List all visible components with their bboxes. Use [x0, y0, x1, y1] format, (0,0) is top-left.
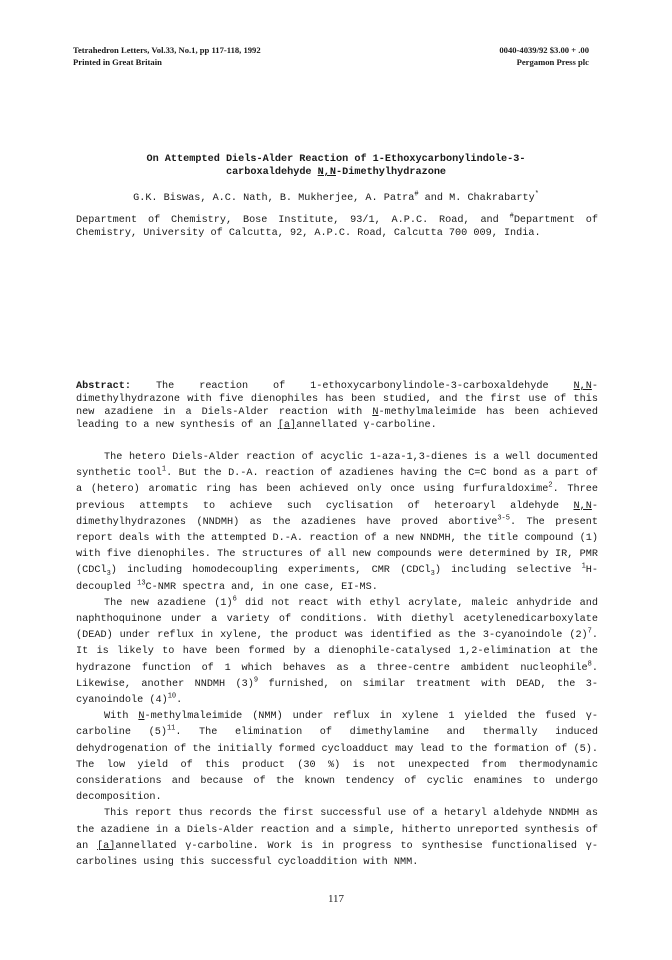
- text-run: This report thus records the first successful use of a hetaryl aldehyde NNDMH as the azadiene in a Diels-Alder reaction and a simple, hitherto unreported synthesis of an: [76, 808, 598, 852]
- reference-mark: 6: [232, 595, 237, 604]
- subscript: 3: [106, 570, 111, 579]
- abstract-label: Abstract:: [76, 381, 132, 392]
- text-run: -dimethylhydrazones (NNDMH) as the azadienes have proved abortive: [76, 500, 598, 528]
- title-underlined: N,N: [317, 167, 336, 178]
- reference-mark: 1: [161, 465, 167, 474]
- text-run: . It is likely to have been formed by a dienophile-catalysed 1,2-elimination at the hydrazone function of 1 which behaves as a three-centre ambident nucleophile: [76, 630, 598, 674]
- text-run: furnished, on similar treatment with DEAD, the 3-cyanoindole (4): [76, 678, 598, 707]
- text-run: . The present report deals with the attempted D.-A. reaction of a new NNDMH, the title compound (1) with five dienophiles. The structures of all new compounds were determined by IR, PMR (CDCl: [76, 516, 598, 577]
- abstract-underlined: [a]: [277, 420, 297, 431]
- reference-mark: 3-5: [497, 514, 510, 523]
- text-run: . Three previous attempts to achieve such cyclisation of heteroaryl aldehyde: [76, 484, 598, 512]
- article-body: [76, 450, 598, 871]
- paragraph: [76, 709, 598, 806]
- author-last: and M. Chakrabarty: [418, 193, 535, 204]
- reference-mark: 8: [587, 660, 592, 669]
- page-number: 117: [327, 893, 345, 905]
- underlined-text: [a]: [97, 840, 116, 852]
- text-run: did not react with ethyl acrylate, maleic anhydride and naphthoquinone under a variety of conditions. With diethyl acetylenedicarboxylate (DEAD) under reflux in xylene, the product was identified as the 3-cyanoindole (2): [76, 597, 598, 642]
- abstract: [76, 380, 598, 432]
- paragraph: [76, 596, 598, 709]
- affiliation-mark: #: [509, 212, 514, 221]
- title-line-1: On Attempted Diels-Alder Reaction of 1-Ethoxycarbonylindole-3-: [146, 154, 526, 165]
- text-run: C-NMR spectra and, in one case, EI-MS.: [145, 581, 378, 593]
- code-line: 0040-4039/92 $3.00 + .00: [499, 45, 589, 55]
- abstract-underlined: N: [372, 407, 379, 418]
- text-run: -methylmaleimide (NMM) under reflux in xylene 1 yielded the fused γ-carboline (5): [76, 711, 599, 739]
- author-names: G.K. Biswas, A.C. Nath, B. Mukherjee, A. Patra: [133, 193, 415, 204]
- underlined-text: N: [138, 711, 145, 723]
- corresponding-mark: *: [534, 190, 539, 199]
- affiliation: [76, 214, 598, 240]
- underlined-text: N,N: [573, 500, 592, 512]
- text-run: . The elimination of dimethylamine and thermally induced dehydrogenation of the initially formed cycloadduct may lead to the formation of (5). The low yield of this product (30 %) is not unexpected from thermodynamic considerations and because of the known tendency of cyclic enamines to undergo decomposition.: [76, 727, 598, 804]
- text-run: . But the D.-A. reaction of azadienes having the C=C bond as a part of a (hetero) aromatic ring has been achieved only once using furfuraldoxime: [76, 468, 598, 496]
- reference-mark: 9: [253, 676, 259, 685]
- title-part: -Dimethylhydrazone: [336, 167, 447, 178]
- reference-mark: 2: [548, 482, 553, 491]
- text-run: H-decoupled: [76, 565, 599, 593]
- reference-mark: 7: [587, 627, 592, 636]
- text-run: ) including selective: [434, 565, 582, 577]
- journal-line: Tetrahedron Letters, Vol.33, No.1, pp 117-118, 1992: [73, 45, 261, 55]
- author-mark: #: [414, 190, 419, 199]
- text-run: annellated γ-carboline. Work is in progress to synthesise functionalised γ-carbolines using this successful cycloaddition with NMM.: [76, 840, 599, 869]
- printed-line: Printed in Great Britain: [73, 57, 162, 67]
- affiliation-part: Department of Chemistry, Bose Institute, 93/1, A.P.C. Road, and: [76, 215, 510, 226]
- author-list: [73, 192, 599, 205]
- text-run: . Likewise, another NNDMH (3): [76, 662, 598, 690]
- paragraph: [76, 806, 598, 871]
- subscript: 3: [430, 570, 435, 579]
- journal-citation: [73, 44, 261, 68]
- abstract-underlined: N,N: [573, 381, 592, 392]
- superscript: 13: [137, 579, 146, 588]
- title-part: carboxaldehyde: [225, 167, 318, 178]
- paragraph: [76, 450, 598, 596]
- reference-mark: 10: [167, 692, 177, 701]
- text-run: The new azadiene (1): [104, 597, 233, 609]
- article-title: [110, 153, 562, 179]
- abstract-text: -methylmaleimide has been achieved leading to a new synthesis of an: [76, 407, 599, 431]
- text-run: The hetero Diels-Alder reaction of acyclic 1-aza-1,3-dienes is a well documented synthetic tool: [76, 452, 598, 480]
- publisher-line: Pergamon Press plc: [516, 57, 589, 67]
- text-run: ) including homodecoupling experiments, CMR (CDCl: [110, 565, 431, 577]
- text-run: With: [104, 711, 139, 723]
- abstract-text: The reaction of 1-ethoxycarbonylindole-3-carboxaldehyde: [131, 381, 574, 392]
- text-run: .: [176, 695, 183, 707]
- reference-mark: 11: [166, 725, 176, 734]
- superscript: 1: [581, 563, 586, 572]
- abstract-text: annellated γ-carboline.: [296, 420, 437, 431]
- publisher-info: [499, 44, 589, 68]
- title-line-2: [110, 166, 562, 179]
- affiliation-part: Department of Chemistry, University of Calcutta, 92, A.P.C. Road, Calcutta 700 009, India.: [76, 215, 598, 239]
- abstract-text: -dimethylhydrazone with five dienophiles has been studied, and the first use of this new azadiene in a Diels-Alder reaction with: [76, 381, 598, 418]
